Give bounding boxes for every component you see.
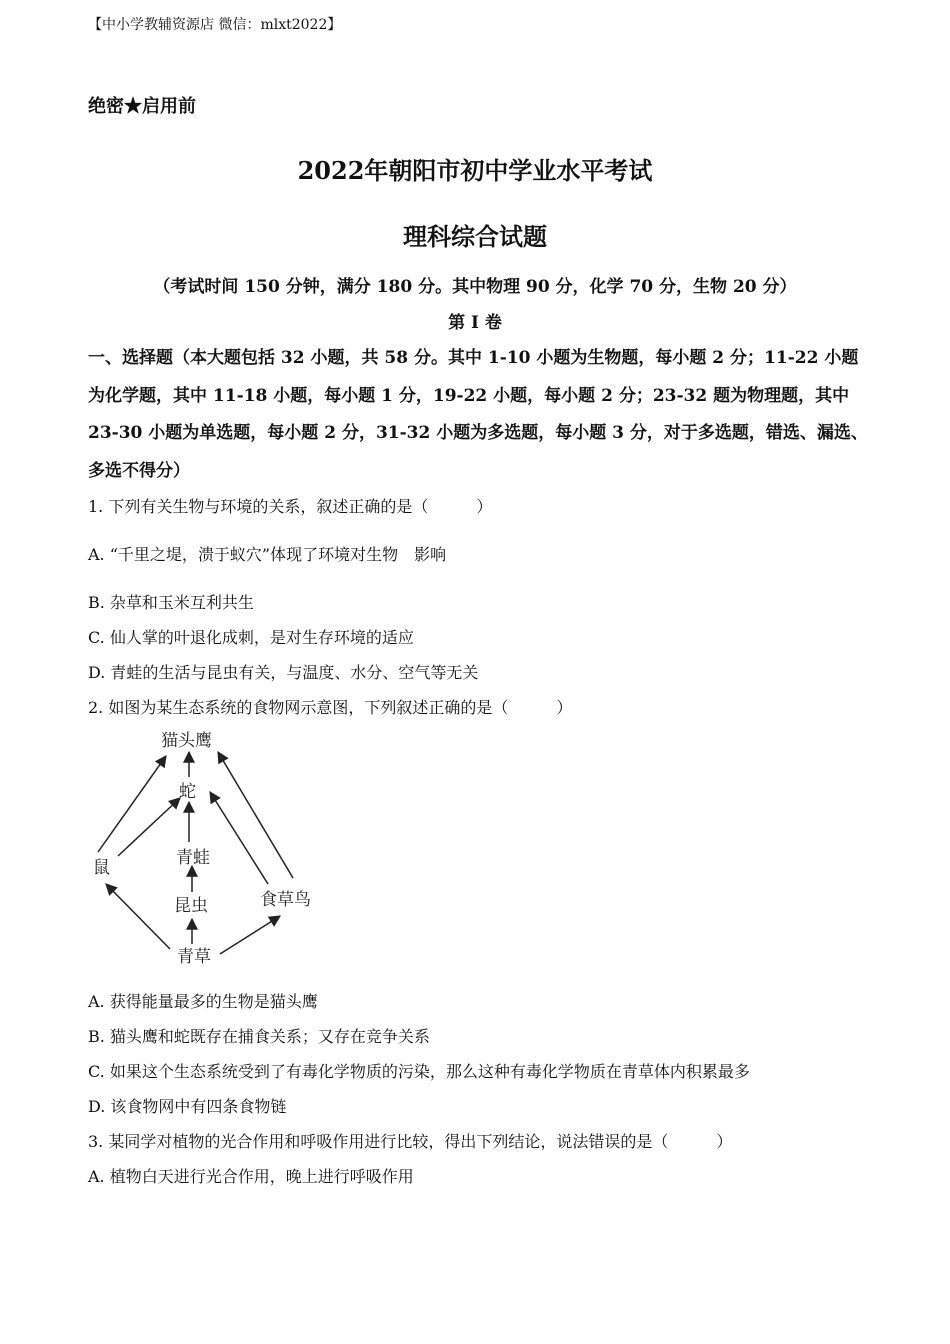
question-2-option-d: D. 该食物网中有四条食物链 (88, 1097, 287, 1116)
volume-label: 第 Ⅰ 卷 (448, 313, 502, 333)
food-web-diagram (88, 724, 328, 974)
question-3-option-a: A. 植物白天进行光合作用，晚上进行呼吸作用 (88, 1167, 414, 1186)
node-grass: 青草 (177, 947, 211, 967)
edge-mouse-owl (98, 756, 166, 852)
node-frog: 青蛙 (176, 848, 210, 868)
question-2-option-a: A. 获得能量最多的生物是猫头鹰 (88, 992, 318, 1011)
question-1-option-c: C. 仙人掌的叶退化成刺，是对生存环境的适应 (88, 628, 414, 647)
question-2-option-b: B. 猫头鹰和蛇既存在捕食关系；又存在竞争关系 (88, 1027, 430, 1046)
question-2-stem: 2. 如图为某生态系统的食物网示意图，下列叙述正确的是（ ） (88, 698, 573, 717)
header-note: 【中小学教辅资源店 微信：mlxt2022】 (88, 17, 342, 33)
edge-grass-mouse (106, 884, 170, 949)
edge-bird-snake (210, 792, 268, 884)
question-2-option-c: C. 如果这个生态系统受到了有毒化学物质的污染，那么这种有毒化学物质在青草体内积累最多 (88, 1062, 750, 1081)
node-snake: 蛇 (179, 782, 196, 802)
node-owl: 猫头鹰 (161, 731, 212, 751)
exam-info: （考试时间 150 分钟，满分 180 分。其中物理 90 分，化学 70 分，生物 20 分） (153, 277, 797, 297)
question-1-stem: 1. 下列有关生物与环境的关系，叙述正确的是（ ） (88, 497, 493, 516)
edge-bird-owl (218, 752, 293, 878)
question-1-option-b: B. 杂草和玉米互利共生 (88, 593, 254, 612)
section-instructions: 一、选择题（本大题包括 32 小题，共 58 分。其中 1-10 小题为生物题，每小题 2 分；11-22 小题为化学题，其中 11-18 小题，每小题 1 分，19-22 小题，每小题 2 分；23-32 题为物理题，其中 23-30 小题为单选题，每小题 2 分，31-32 小题为多选题，每小题 3 分，对于多选题，错选、漏选、多选不得分） (88, 348, 868, 481)
question-3-stem: 3. 某同学对植物的光合作用和呼吸作用进行比较，得出下列结论，说法错误的是（ ） (88, 1132, 733, 1151)
question-1-option-d: D. 青蛙的生活与昆虫有关，与温度、水分、空气等无关 (88, 663, 479, 682)
edge-mouse-snake (118, 798, 180, 856)
secret-mark: 绝密★启用前 (88, 96, 196, 117)
node-bird: 食草鸟 (260, 890, 311, 910)
exam-title: 2022年朝阳市初中学业水平考试 (297, 156, 653, 185)
node-mouse: 鼠 (93, 858, 110, 878)
exam-subtitle: 理科综合试题 (403, 222, 547, 251)
question-1-option-a: A. “千里之堤，溃于蚁穴”体现了环境对生物 影响 (88, 545, 447, 564)
node-insect: 昆虫 (174, 896, 208, 916)
edge-grass-bird (220, 916, 280, 954)
